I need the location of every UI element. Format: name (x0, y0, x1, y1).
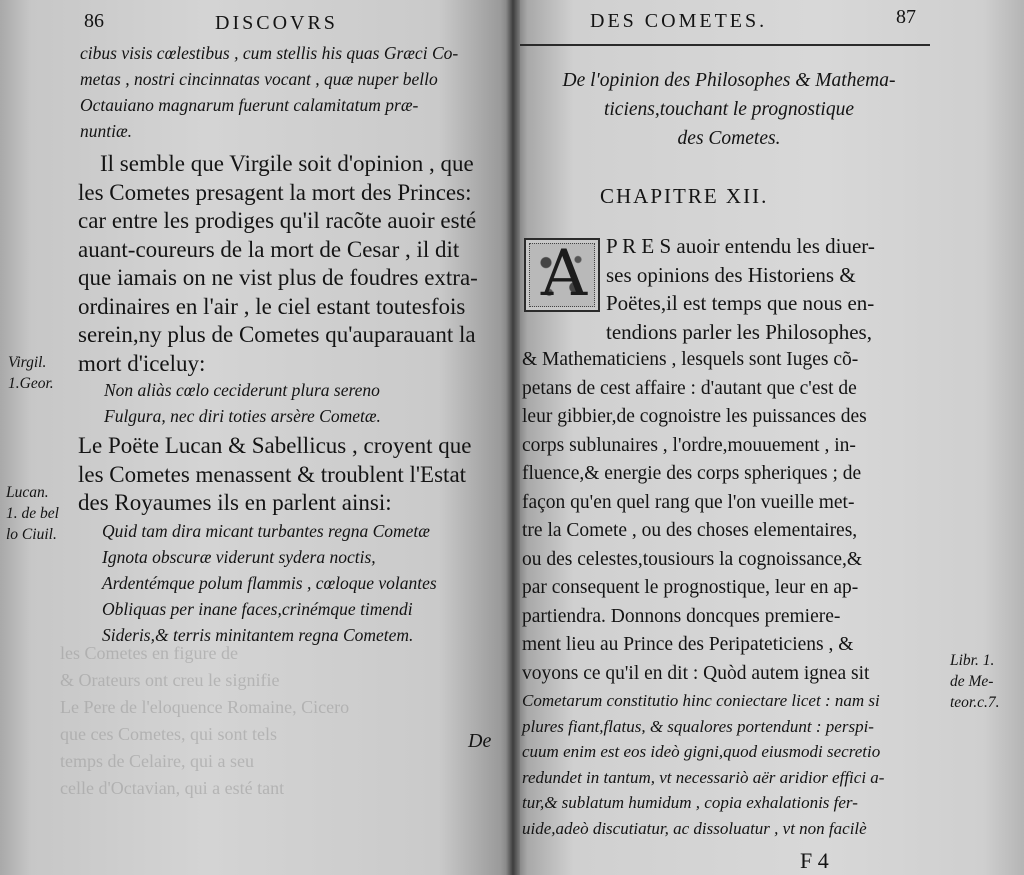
margin-line: 1.Geor. (8, 375, 54, 392)
right-body-text (522, 232, 942, 688)
text-line: Poëtes,il est temps que nous en- (606, 291, 875, 315)
text-line: les Cometes presagent la mort des Princes: (78, 179, 472, 205)
left-folio: 86 (84, 10, 104, 32)
margin-line: Virgil. (8, 354, 47, 371)
text-line: mort d'iceluy: (78, 350, 206, 376)
right-latin-quote (522, 688, 942, 841)
bleed-line: Le Pere de l'eloquence Romaine, Cicero (60, 697, 350, 717)
margin-note-virgil (8, 352, 54, 394)
left-running-head: DISCOVRS (215, 12, 338, 34)
margin-line: lo Ciuil. (6, 526, 57, 543)
drop-cap-letter: A (540, 238, 588, 311)
latin-line: redundet in tantum, vt necessariò aër aridior effici a- (522, 767, 885, 787)
verse-line: Ardentémque polum flammis , cœloque volantes (102, 573, 437, 593)
verse-line: Obliquas per inane faces,crinémque timendi (102, 599, 413, 619)
latin-line: Octauiano magnarum fuerunt calamitatum præ- (80, 95, 419, 115)
text-line: des Royaumes ils en parlent ainsi: (78, 490, 392, 515)
latin-line: Cometarum constitutio hinc coniectare licet : nam si (522, 691, 880, 710)
right-running-head: DES COMETES. (590, 10, 768, 32)
margin-note-aristotle (950, 650, 1000, 713)
bleed-line: & Orateurs ont creu le signifie (60, 670, 280, 690)
left-latin-quote (80, 40, 500, 144)
chapter-title-line: des Cometes. (677, 128, 781, 149)
verse-line: Quid tam dira micant turbantes regna Cometæ (102, 521, 430, 541)
text-line: voyons ce qu'il en dit : Quòd autem ignea sit (522, 662, 870, 684)
margin-line: Lucan. (6, 484, 49, 501)
text-line: façon qu'en quel rang que l'on vueille met- (522, 491, 855, 513)
text-line: tre la Comete , ou des choses elementaires, (522, 520, 858, 541)
latin-line: cibus visis cœlestibus , cum stellis his quas Græci Co- (80, 43, 459, 63)
margin-line: Libr. 1. (950, 652, 995, 669)
latin-line: uide,adeò discutiatur, ac dissoluatur , vt non facilè (522, 818, 867, 838)
text-line: car entre les prodiges qu'il racõte auoir esté (78, 208, 477, 233)
text-line: petans de cest affaire : d'autant que c'est de (522, 377, 857, 399)
text-line: Le Poëte Lucan & Sabellicus , croyent que (78, 433, 472, 458)
header-rule (520, 44, 930, 46)
left-paragraph-2 (78, 432, 503, 518)
text-line: ses opinions des Historiens & (606, 262, 856, 287)
margin-line: de Me- (950, 673, 994, 690)
chapter-title (520, 66, 938, 153)
bleed-line: les Cometes en figure de (60, 643, 238, 663)
left-verse-virgil (104, 377, 504, 429)
left-page-bleed-through (60, 640, 500, 802)
text-line: partiendra. Donnons doncques premiere- (522, 605, 841, 627)
chapter-title-line: ticiens,touchant le prognostique (603, 99, 855, 120)
text-line: ou des celestes,tousiours la cognoissance,& (522, 548, 863, 570)
text-line: les Cometes menassent & troublent l'Estat (78, 461, 467, 487)
text-line: leur gibbier,de cognoistre les puissances des (522, 406, 867, 427)
text-line: ment lieu au Prince des Peripateticiens , & (522, 634, 854, 655)
latin-line: nuntiæ. (80, 121, 133, 141)
latin-line: cuum enim est eos ideò gigni,quod eiusmodi secretio (522, 742, 881, 761)
left-verse-lucan (102, 518, 502, 648)
text-line: serein,ny plus de Cometes qu'auparauant la (78, 322, 476, 347)
text-line: & Mathematiciens , lesquels sont Iuges cõ- (522, 349, 859, 370)
text-line: par consequent le prognostique, leur en ap- (522, 577, 859, 598)
latin-line: plures fiant,flatus, & squalores portendunt : perspi- (522, 716, 874, 736)
right-folio: 87 (896, 6, 916, 28)
verse-line: Sideris,& terris minitantem regna Cometem. (102, 625, 414, 645)
text-line: tendions parler les Philosophes, (606, 319, 872, 344)
verse-line: Ignota obscuræ viderunt sydera noctis, (102, 547, 376, 567)
bleed-line: celle d'Octavian, qui a esté tant (60, 778, 285, 798)
chapter-number: CHAPITRE XII. (600, 184, 769, 208)
catchword: De (468, 730, 492, 752)
bleed-line: temps de Celaire, qui a seu (60, 751, 254, 771)
text-line: auant-coureurs de la mort de Cesar , il dit (78, 236, 460, 262)
chapter-title-line: De l'opinion des Philosophes & Mathema- (562, 70, 896, 91)
verse-line: Fulgura, nec diri toties arsère Cometæ. (104, 406, 381, 426)
text-line: Il semble que Virgile soit d'opinion , que (100, 151, 474, 176)
bleed-line: que ces Cometes, qui sont tels (60, 724, 277, 744)
text-line: ordinaires en l'air , le ciel estant toutesfois (78, 293, 466, 319)
margin-note-lucan (6, 482, 59, 545)
signature-mark: F 4 (800, 848, 829, 873)
book-gutter (506, 0, 520, 875)
text-line: fluence,& energie des corps spheriques ; de (522, 463, 862, 484)
latin-line: tur,& sublatum humidum , copia exhalationis fer- (522, 793, 858, 812)
margin-line: 1. de bel (6, 505, 59, 522)
verse-line: Non aliàs cœlo ceciderunt plura sereno (104, 380, 380, 400)
text-line: P R E S auoir entendu les diuer- (606, 234, 875, 258)
margin-line: teor.c.7. (950, 694, 1000, 711)
text-line: que iamais on ne vist plus de foudres extra- (78, 265, 478, 290)
latin-line: metas , nostri cincinnatas vocant , quæ nuper bello (80, 69, 438, 89)
text-line: corps sublunaires , l'ordre,mouuement , in- (522, 434, 856, 456)
left-paragraph-1 (78, 150, 503, 378)
